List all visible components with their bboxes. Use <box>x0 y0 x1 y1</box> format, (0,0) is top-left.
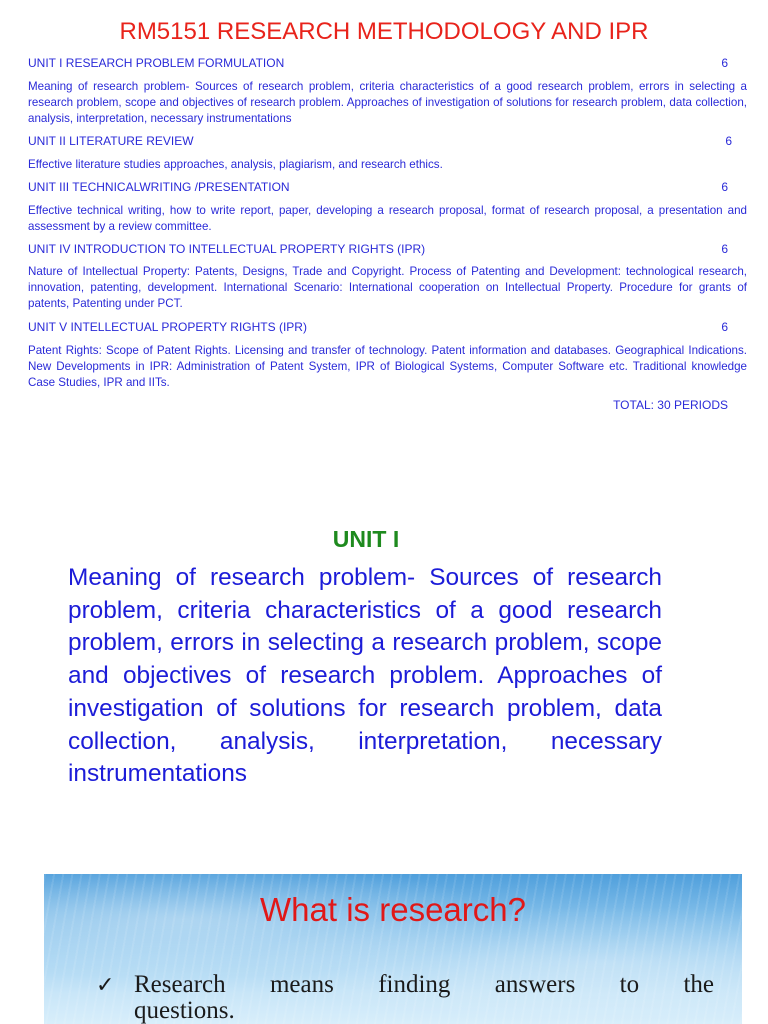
unit-hours: 6 <box>721 56 728 70</box>
unit-heading-label: UNIT V INTELLECTUAL PROPERTY RIGHTS (IPR) <box>28 320 307 334</box>
unit-hours: 6 <box>721 180 728 194</box>
unit-heading-label: UNIT IV INTRODUCTION TO INTELLECTUAL PROPERTY RIGHTS (IPR) <box>28 242 426 256</box>
slide-title: What is research? <box>260 891 526 928</box>
slide-bullet-text: Research means finding answers to the <box>134 971 714 998</box>
unit-heading-label: UNIT II LITERATURE REVIEW <box>28 134 194 148</box>
unit-heading-label: UNIT III TECHNICALWRITING /PRESENTATION <box>28 180 290 194</box>
unit-heading-label: UNIT I RESEARCH PROBLEM FORMULATION <box>28 56 285 70</box>
document-title: RM5151 RESEARCH METHODOLOGY AND IPR <box>119 18 649 45</box>
unit-hours: 6 <box>721 242 728 256</box>
checkmark-icon: ✓ <box>96 972 115 997</box>
unit-body: Patent Rights: Scope of Patent Rights. Licensing and transfer of technology. Patent information and databases. Geographical Indications. New Developments in IPR: Administration of Patent System, IPR of Biological Systems, Computer Software etc. Traditional knowledge Case Studies, IPR and IITs. <box>28 344 747 389</box>
unit-body: Effective literature studies approaches, analysis, plagiarism, and research ethics. <box>28 158 443 171</box>
unit-one-title: UNIT I <box>332 526 400 552</box>
unit-hours: 6 <box>721 320 728 334</box>
research-slide <box>44 874 742 1024</box>
slide-bullet-text-cont: questions. <box>134 997 235 1024</box>
unit-body: Nature of Intellectual Property: Patents, Designs, Trade and Copyright. Process of Patenting and Development: technological research, innovation, patenting, development. International Scenario: International cooperation on Intellectual Property. Procedure for grants of patents, Patenting under PCT. <box>28 265 747 310</box>
unit-one-body: Meaning of research problem- Sources of research problem, criteria characteristics of a good research problem, errors in selecting a research problem, scope and objectives of research problem. Approaches of investigation of solutions for research problem, data collection, analysis, interpretation, necessary instrumentations <box>68 564 662 788</box>
total-periods: TOTAL: 30 PERIODS <box>613 398 728 412</box>
unit-body: Meaning of research problem- Sources of research problem, criteria characteristics of a good research problem, errors in selecting a research problem, scope and objectives of research problem. Approaches of investigation of solutions for research problem, data collection, analysis, interpretation, necessary instrumentations <box>28 80 747 125</box>
unit-hours: 6 <box>725 134 732 148</box>
unit-body: Effective technical writing, how to write report, paper, developing a research proposal, format of research proposal, a presentation and assessment by a review committee. <box>28 204 747 233</box>
